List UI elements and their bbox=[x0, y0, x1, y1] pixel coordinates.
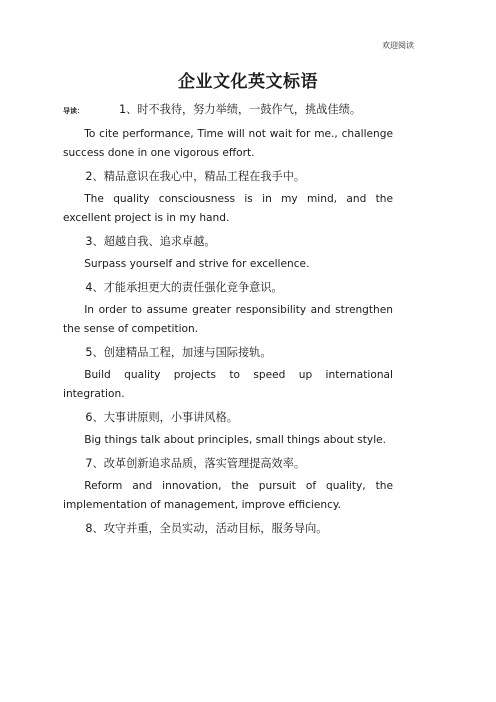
guide-label: 导读： bbox=[63, 107, 84, 115]
slogan-en-4: In order to assume greater responsibility and strengthen the sense of competition. bbox=[63, 304, 393, 335]
slogan-zh-1: 1、时不我待，努力举绩，一鼓作气，挑战佳绩。 bbox=[119, 103, 362, 116]
header-note: 欢迎阅读 bbox=[382, 41, 414, 50]
slogan-en-5: Build quality projects to speed up international integration. bbox=[63, 369, 393, 400]
slogan-zh-7: 7、改革创新追求品质，落实管理提高效率。 bbox=[85, 457, 306, 470]
slogan-zh-2: 2、精品意识在我心中，精品工程在我手中。 bbox=[85, 170, 306, 183]
slogan-en-6: Big things talk about principles, small things about style. bbox=[84, 434, 387, 446]
slogan-zh-6: 6、大事讲原则，小事讲风格。 bbox=[85, 411, 238, 424]
slogan-zh-5: 5、创建精品工程，加速与国际接轨。 bbox=[85, 346, 272, 359]
guide-row bbox=[63, 100, 393, 121]
slogan-zh-4: 4、才能承担更大的责任强化竞争意识。 bbox=[85, 281, 283, 294]
slogan-zh-8: 8、攻守并重，全员实动，活动目标，服务导向。 bbox=[85, 522, 328, 535]
slogan-en-3: Surpass yourself and strive for excellence. bbox=[84, 258, 310, 270]
slogan-en-1: To cite performance, Time will not wait for me., challenge success done in one vigorous effort. bbox=[63, 128, 393, 159]
page-title: 企业文化英文标语 bbox=[178, 72, 318, 92]
slogan-zh-3: 3、超越自我、追求卓越。 bbox=[85, 235, 216, 248]
document-body bbox=[63, 100, 393, 542]
slogan-en-7: Reform and innovation, the pursuit of quality, the implementation of management, improve efficiency. bbox=[63, 480, 393, 511]
slogan-en-2: The quality consciousness is in my mind, and the excellent project is in my hand. bbox=[63, 193, 393, 224]
